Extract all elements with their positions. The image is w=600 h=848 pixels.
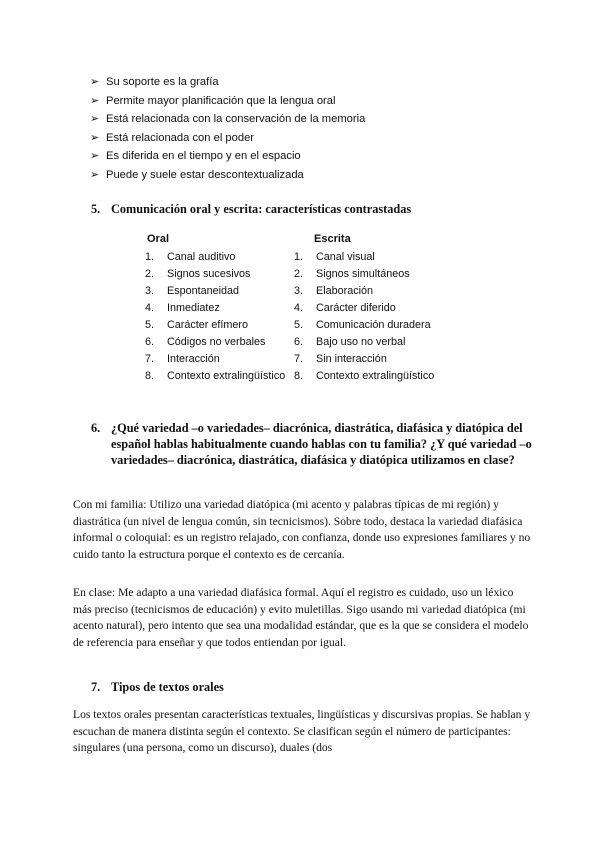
oral-cell: Interacción bbox=[167, 353, 220, 365]
bullet-item bbox=[90, 166, 365, 185]
bullet-item bbox=[90, 73, 365, 92]
bullet-text: Su soporte es la grafía bbox=[106, 76, 219, 88]
row-number: 4. bbox=[145, 302, 155, 314]
table-row-escrita bbox=[294, 368, 434, 385]
section-number: 5. bbox=[91, 202, 101, 216]
class-variety-paragraph: En clase: Me adapto a una variedad diafásica formal. Aquí el registro es cuidado, uso un léxico más preciso (tecnicismos de educación) y evito muletillas. Sigo usando mi variedad diatópica (mi acento natural), pero intento que sea una modalidad estándar, que es la que se considera el modelo de referencia para enseñar y que todos entiendan por igual. bbox=[73, 586, 529, 650]
oral-cell: Canal auditivo bbox=[167, 251, 236, 263]
section-title: Tipos de textos orales bbox=[111, 680, 224, 694]
escrita-cell: Carácter diferido bbox=[316, 302, 396, 314]
section-title: ¿Qué variedad –o variedades– diacrónica, diastrática, diafásica y diatópica del español hablas habitualmente cuando hablas con tu familia? ¿Y qué variedad –o variedades– diacrónica, diastrática, diafásica y diatópica utilizamos en clase? bbox=[111, 421, 532, 467]
row-number: 7. bbox=[294, 353, 304, 365]
oral-texts-paragraph: Los textos orales presentan características textuales, lingüísticas y discursivas propias. Se hablan y escuchan de manera distinta según el contexto. Se clasifican según el número de participantes: singulares (una persona, como un discurso), duales (dos bbox=[73, 708, 531, 755]
escrita-cell: Signos simultáneos bbox=[316, 268, 410, 280]
section-7-heading bbox=[91, 679, 391, 695]
oral-cell: Signos sucesivos bbox=[167, 268, 251, 280]
row-number: 3. bbox=[294, 285, 304, 297]
row-number: 1. bbox=[294, 251, 304, 263]
arrow-bullet-icon: ➢ bbox=[90, 113, 100, 126]
table-row-escrita bbox=[294, 334, 405, 351]
section-5-heading bbox=[91, 201, 511, 217]
escrita-column-header: Escrita bbox=[314, 233, 351, 245]
escrita-cell: Elaboración bbox=[316, 285, 374, 297]
bullet-item bbox=[90, 92, 365, 111]
table-row-oral bbox=[145, 368, 285, 385]
table-row-escrita bbox=[294, 249, 375, 266]
row-number: 2. bbox=[294, 268, 304, 280]
escrita-cell: Sin interacción bbox=[316, 353, 387, 365]
section-title: Comunicación oral y escrita: características contrastadas bbox=[111, 202, 412, 216]
table-row-escrita bbox=[294, 283, 373, 300]
bullet-text: Permite mayor planificación que la lengua oral bbox=[106, 94, 336, 107]
arrow-bullet-icon: ➢ bbox=[90, 150, 100, 163]
table-row-oral bbox=[145, 351, 220, 368]
arrow-bullet-icon: ➢ bbox=[90, 76, 100, 88]
row-number: 8. bbox=[294, 370, 304, 382]
arrow-bullet-icon: ➢ bbox=[90, 131, 100, 144]
table-row-oral bbox=[145, 317, 248, 334]
row-number: 6. bbox=[294, 336, 304, 348]
bullet-text: Es diferida en el tiempo y en el espacio bbox=[106, 150, 301, 163]
table-row-escrita bbox=[294, 266, 410, 283]
row-number: 1. bbox=[145, 251, 155, 263]
table-row-oral bbox=[145, 249, 235, 266]
row-number: 5. bbox=[294, 319, 304, 331]
row-number: 7. bbox=[145, 353, 155, 365]
bullet-text: Puede y suele estar descontextualizada bbox=[106, 168, 304, 181]
bullet-text: Está relacionada con la conservación de la memoria bbox=[106, 113, 366, 126]
table-row-escrita bbox=[294, 300, 396, 317]
bullet-item bbox=[90, 129, 365, 148]
table-row-escrita bbox=[294, 317, 431, 334]
oral-cell: Carácter efímero bbox=[167, 319, 249, 331]
row-number: 6. bbox=[145, 336, 155, 348]
oral-cell: Contexto extralingüístico bbox=[167, 370, 286, 382]
arrow-bullet-icon: ➢ bbox=[90, 168, 100, 181]
oral-column-header: Oral bbox=[147, 233, 170, 245]
row-number: 8. bbox=[145, 370, 155, 382]
arrow-bullet-icon: ➢ bbox=[90, 94, 100, 107]
bullet-item bbox=[90, 110, 365, 129]
bullet-item bbox=[90, 147, 365, 166]
family-variety-paragraph: Con mi familia: Utilizo una variedad diatópica (mi acento y palabras típicas de mi región) y diastrática (un nivel de lengua común, sin tecnicismos). Sobre todo, destaca la variedad diafásica informal o coloquial: es un registro relajado, con confianza, donde uso expresiones familiares y no cuido tanto la estructura porque el contexto es de cercanía. bbox=[73, 498, 531, 562]
section-number: 6. bbox=[91, 421, 101, 435]
escrita-cell: Bajo uso no verbal bbox=[316, 336, 406, 348]
oral-cell: Espontaneidad bbox=[167, 285, 240, 297]
escrita-cell: Canal visual bbox=[316, 251, 375, 263]
section-number: 7. bbox=[91, 680, 101, 694]
bullet-list bbox=[90, 73, 365, 185]
escrita-cell: Comunicación duradera bbox=[316, 319, 431, 331]
bullet-text: Está relacionada con el poder bbox=[106, 131, 255, 144]
row-number: 2. bbox=[145, 268, 155, 280]
table-row-oral bbox=[145, 300, 220, 317]
row-number: 3. bbox=[145, 285, 155, 297]
oral-cell: Códigos no verbales bbox=[167, 336, 266, 348]
row-number: 4. bbox=[294, 302, 304, 314]
table-row-oral bbox=[145, 283, 239, 300]
table-row-oral bbox=[145, 334, 265, 351]
escrita-cell: Contexto extralingüístico bbox=[316, 370, 435, 382]
table-row-oral bbox=[145, 266, 250, 283]
oral-cell: Inmediatez bbox=[167, 302, 220, 314]
table-row-escrita bbox=[294, 351, 387, 368]
row-number: 5. bbox=[145, 319, 155, 331]
